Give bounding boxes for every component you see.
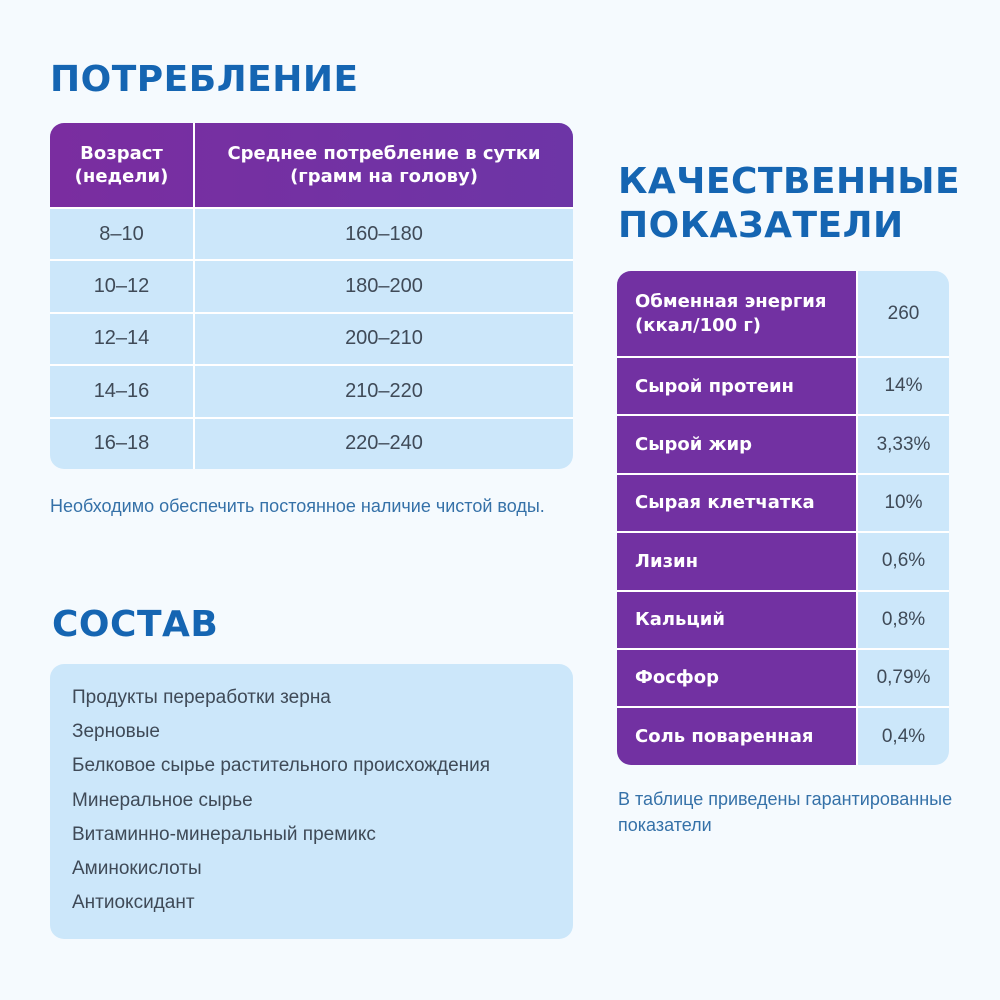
column-header-intake: Среднее потребление в сутки (грамм на голову) bbox=[227, 142, 541, 187]
table-row bbox=[617, 590, 949, 648]
table-row bbox=[50, 312, 573, 364]
indicator-name: Соль поваренная bbox=[617, 708, 858, 764]
intake-cell: 160–180 bbox=[345, 222, 423, 245]
intake-cell: 180–200 bbox=[345, 275, 423, 298]
indicator-name: Кальций bbox=[617, 592, 858, 648]
consumption-table-header bbox=[50, 123, 573, 207]
composition-box bbox=[50, 664, 573, 939]
indicator-name: Лизин bbox=[617, 533, 858, 589]
intake-cell: 210–220 bbox=[345, 379, 423, 402]
consumption-table bbox=[50, 123, 573, 469]
list-item: Антиоксидант bbox=[72, 892, 195, 914]
age-cell: 16–18 bbox=[50, 419, 195, 469]
indicator-name: Сырой протеин bbox=[617, 358, 858, 414]
age-cell: 14–16 bbox=[50, 366, 195, 416]
table-row bbox=[50, 417, 573, 469]
water-note: Необходимо обеспечить постоянное наличие чистой воды. bbox=[50, 496, 545, 516]
composition-list bbox=[72, 681, 551, 920]
indicator-value: 260 bbox=[887, 302, 920, 324]
indicator-value: 3,33% bbox=[876, 433, 931, 455]
indicator-value: 0,4% bbox=[881, 725, 926, 747]
list-item: Белковое сырье растительного происхождения bbox=[72, 755, 491, 777]
table-row bbox=[50, 364, 573, 416]
intake-cell: 220–240 bbox=[345, 432, 423, 455]
indicator-value: 14% bbox=[884, 375, 923, 397]
composition-heading: СОСТАВ bbox=[52, 604, 219, 645]
quality-heading bbox=[618, 160, 1000, 248]
column-header-age: Возраст (недели) bbox=[50, 123, 195, 207]
quality-heading-text: КАЧЕСТВЕННЫЕ ПОКАЗАТЕЛИ bbox=[618, 161, 961, 246]
age-cell: 8–10 bbox=[50, 209, 195, 259]
table-row bbox=[50, 207, 573, 259]
guarantee-note: В таблице приведены гарантированные показатели bbox=[618, 789, 953, 836]
table-row bbox=[617, 706, 949, 764]
table-row bbox=[617, 648, 949, 706]
consumption-heading: ПОТРЕБЛЕНИЕ bbox=[50, 59, 359, 100]
indicator-value: 0,79% bbox=[876, 667, 931, 689]
list-item: Минеральное сырье bbox=[72, 789, 253, 811]
age-cell: 10–12 bbox=[50, 261, 195, 311]
list-item: Витаминно-минеральный премикс bbox=[72, 823, 376, 845]
list-item: Зерновые bbox=[72, 721, 160, 743]
table-row bbox=[617, 414, 949, 472]
age-cell: 12–14 bbox=[50, 314, 195, 364]
list-item: Аминокислоты bbox=[72, 857, 202, 879]
table-row bbox=[617, 531, 949, 589]
indicator-name: Фосфор bbox=[617, 650, 858, 706]
indicator-value: 0,8% bbox=[881, 608, 926, 630]
indicator-name: Сырой жир bbox=[617, 416, 858, 472]
table-row bbox=[617, 473, 949, 531]
indicator-name: Обменная энергия (ккал/100 г) bbox=[617, 271, 858, 356]
quality-table bbox=[617, 271, 949, 765]
table-row bbox=[50, 259, 573, 311]
list-item: Продукты переработки зерна bbox=[72, 687, 331, 708]
table-row bbox=[617, 356, 949, 414]
indicator-name: Сырая клетчатка bbox=[617, 475, 858, 531]
intake-cell: 200–210 bbox=[345, 327, 423, 350]
indicator-value: 10% bbox=[884, 491, 923, 513]
table-row bbox=[617, 271, 949, 356]
indicator-value: 0,6% bbox=[881, 550, 926, 572]
